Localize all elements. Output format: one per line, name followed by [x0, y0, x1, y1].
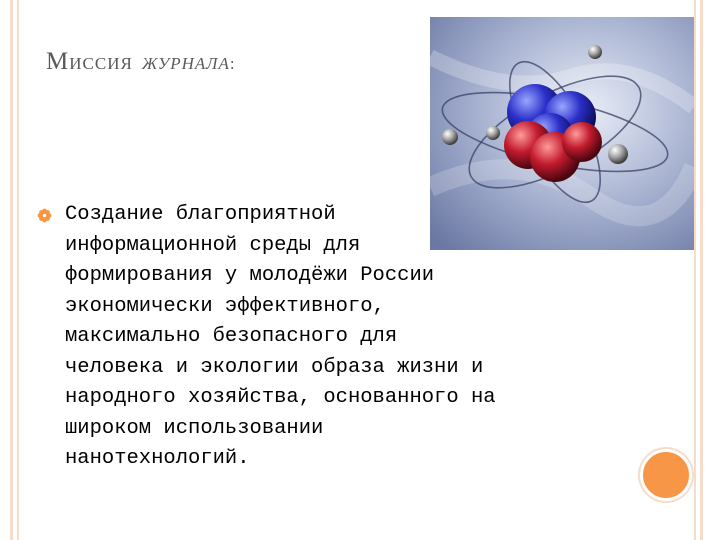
title-first-word: ИССИЯ: [69, 54, 133, 73]
title-second-word: ЖУРНАЛА: [141, 54, 230, 73]
title-colon: :: [229, 54, 236, 73]
slide-title: [46, 40, 236, 77]
frame-line-right-inner: [694, 0, 696, 540]
frame-line-left-inner: [17, 0, 19, 540]
title-capital: М: [46, 48, 70, 75]
gear-flower-icon: [37, 208, 52, 223]
bullet-text: Создание благоприятной информационной среды для формирования у молодёжи России экономически эффективного, максимально безопасного для человека и экологии образа жизни и народного хозяйства, основанного на широком использовании нанотехнологий.: [65, 203, 496, 470]
orange-circle-decoration: [640, 449, 692, 501]
